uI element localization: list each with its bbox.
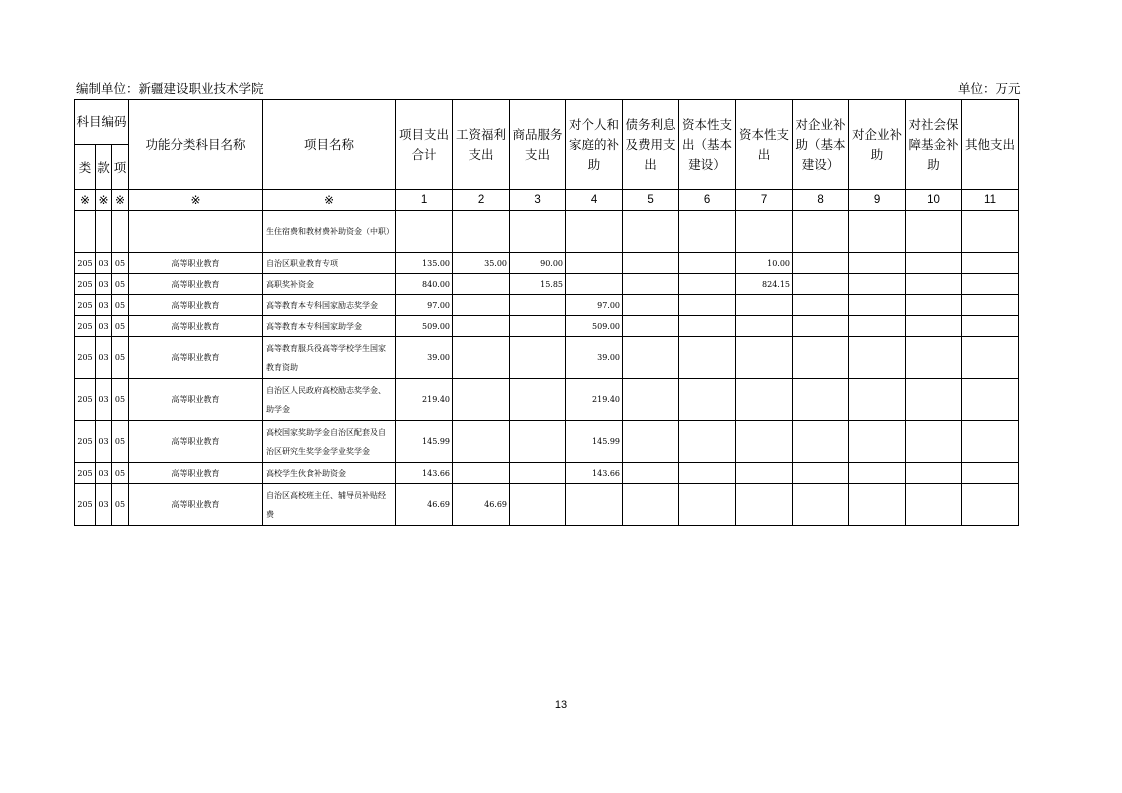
amount-col-header: 对企业补助（基本建设） (793, 100, 849, 190)
code-kuan-cell (96, 211, 112, 253)
code-kuan-cell: 03 (96, 421, 112, 463)
amount-cell: 824.15 (736, 274, 793, 295)
code-xiang-cell: 05 (112, 295, 129, 316)
amount-cell (679, 484, 736, 526)
amount-cell (736, 463, 793, 484)
table-body (75, 190, 1019, 526)
column-number: 7 (736, 190, 793, 211)
code-lei-cell: 205 (75, 253, 96, 274)
table-row (75, 421, 1019, 463)
project-expenditure-table (74, 99, 1019, 526)
amount-cell (566, 274, 623, 295)
page-number: 13 (554, 699, 568, 711)
amount-cell (849, 379, 906, 421)
amount-col-header: 对个人和家庭的补助 (566, 100, 623, 190)
amount-col-header: 商品服务支出 (510, 100, 566, 190)
mark-cell: ※ (263, 190, 396, 211)
amount-cell (906, 253, 962, 274)
column-number: 6 (679, 190, 736, 211)
mark-cell: ※ (112, 190, 129, 211)
project-name-cell: 高职奖补资金 (263, 274, 396, 295)
amount-cell (793, 337, 849, 379)
currency-unit-label: 单位：万元 (958, 81, 1021, 96)
amount-cell (906, 211, 962, 253)
amount-cell (793, 463, 849, 484)
amount-cell (453, 337, 510, 379)
amount-cell (906, 295, 962, 316)
amount-cell (849, 295, 906, 316)
amount-cell: 46.69 (396, 484, 453, 526)
amount-cell (679, 274, 736, 295)
amount-cell (736, 337, 793, 379)
amount-cell (679, 211, 736, 253)
amount-cell: 145.99 (566, 421, 623, 463)
code-xiang-cell: 05 (112, 316, 129, 337)
project-name-cell: 高等教育服兵役高等学校学生国家教育资助 (263, 337, 396, 379)
code-xiang-header: 项 (112, 145, 129, 190)
amount-cell: 97.00 (396, 295, 453, 316)
amount-cell (453, 316, 510, 337)
amount-cell (510, 484, 566, 526)
amount-cell (566, 484, 623, 526)
amount-cell (453, 211, 510, 253)
table-row (75, 379, 1019, 421)
amount-cell: 840.00 (396, 274, 453, 295)
amount-cell (849, 337, 906, 379)
amount-cell (906, 274, 962, 295)
amount-cell (510, 379, 566, 421)
project-name-cell: 自治区人民政府高校励志奖学金、助学金 (263, 379, 396, 421)
amount-cell: 219.40 (396, 379, 453, 421)
code-xiang-cell: 05 (112, 421, 129, 463)
column-number: 3 (510, 190, 566, 211)
amount-cell (623, 295, 679, 316)
table-row (75, 211, 1019, 253)
amount-cell (510, 463, 566, 484)
table-row (75, 274, 1019, 295)
amount-cell: 219.40 (566, 379, 623, 421)
amount-cell: 97.00 (566, 295, 623, 316)
amount-cell (453, 463, 510, 484)
column-number: 8 (793, 190, 849, 211)
code-kuan-cell: 03 (96, 379, 112, 421)
amount-cell (510, 316, 566, 337)
amount-cell: 135.00 (396, 253, 453, 274)
code-kuan-cell: 03 (96, 463, 112, 484)
code-lei-header: 类 (75, 145, 96, 190)
amount-cell (453, 295, 510, 316)
compiling-unit-label: 编制单位：新疆建设职业技术学院 (76, 81, 264, 96)
amount-cell (906, 463, 962, 484)
table-row (75, 337, 1019, 379)
amount-cell (736, 421, 793, 463)
mark-cell: ※ (129, 190, 263, 211)
amount-cell (793, 253, 849, 274)
amount-col-header: 对企业补助 (849, 100, 906, 190)
amount-cell (679, 295, 736, 316)
column-number: 9 (849, 190, 906, 211)
column-index-row (75, 190, 1019, 211)
amount-cell (623, 253, 679, 274)
code-xiang-cell: 05 (112, 274, 129, 295)
code-lei-cell: 205 (75, 421, 96, 463)
amount-cell (906, 316, 962, 337)
amount-cell: 145.99 (396, 421, 453, 463)
amount-cell (623, 316, 679, 337)
amount-cell (962, 211, 1019, 253)
mark-cell: ※ (75, 190, 96, 211)
amount-cell (962, 337, 1019, 379)
code-group-header: 科目编码 (75, 100, 129, 145)
table-row (75, 463, 1019, 484)
amount-cell (679, 316, 736, 337)
func-name-cell: 高等职业教育 (129, 337, 263, 379)
project-name-cell: 高等教育本专科国家励志奖学金 (263, 295, 396, 316)
code-lei-cell (75, 211, 96, 253)
amount-cell (849, 211, 906, 253)
func-name-cell: 高等职业教育 (129, 274, 263, 295)
amount-cell: 15.85 (510, 274, 566, 295)
amount-cell (793, 484, 849, 526)
column-number: 2 (453, 190, 510, 211)
amount-cell (962, 379, 1019, 421)
amount-cell (679, 421, 736, 463)
amount-col-header: 资本性支出 (736, 100, 793, 190)
amount-cell (679, 379, 736, 421)
amount-cell (793, 379, 849, 421)
amount-cell (679, 463, 736, 484)
code-lei-cell: 205 (75, 337, 96, 379)
code-xiang-cell: 05 (112, 484, 129, 526)
amount-cell (623, 463, 679, 484)
amount-cell (566, 253, 623, 274)
amount-cell (849, 253, 906, 274)
amount-cell (623, 211, 679, 253)
amount-cell (736, 379, 793, 421)
code-xiang-cell: 05 (112, 379, 129, 421)
amount-cell (793, 421, 849, 463)
project-name-cell: 高校国家奖助学金自治区配套及自治区研究生奖学金学业奖学金 (263, 421, 396, 463)
amount-cell (849, 274, 906, 295)
project-name-cell: 自治区高校班主任、辅导员补贴经费 (263, 484, 396, 526)
code-lei-cell: 205 (75, 295, 96, 316)
amount-cell: 46.69 (453, 484, 510, 526)
column-number: 11 (962, 190, 1019, 211)
amount-cell: 509.00 (566, 316, 623, 337)
amount-cell (510, 295, 566, 316)
amount-cell (793, 316, 849, 337)
table-row (75, 295, 1019, 316)
amount-col-header: 项目支出合计 (396, 100, 453, 190)
code-kuan-cell: 03 (96, 295, 112, 316)
amount-col-header: 债务利息及费用支出 (623, 100, 679, 190)
amount-cell: 10.00 (736, 253, 793, 274)
amount-cell (679, 337, 736, 379)
amount-cell (906, 421, 962, 463)
amount-cell: 39.00 (396, 337, 453, 379)
amount-cell (623, 337, 679, 379)
amount-cell (962, 274, 1019, 295)
code-xiang-cell: 05 (112, 337, 129, 379)
func-name-cell: 高等职业教育 (129, 316, 263, 337)
table-row (75, 484, 1019, 526)
func-name-cell: 高等职业教育 (129, 484, 263, 526)
amount-cell (623, 421, 679, 463)
func-name-cell: 高等职业教育 (129, 295, 263, 316)
func-name-cell: 高等职业教育 (129, 379, 263, 421)
func-name-cell (129, 211, 263, 253)
code-kuan-cell: 03 (96, 274, 112, 295)
code-xiang-cell: 05 (112, 253, 129, 274)
amount-cell (962, 463, 1019, 484)
amount-cell (849, 484, 906, 526)
amount-cell (679, 253, 736, 274)
amount-cell (793, 295, 849, 316)
amount-cell (510, 211, 566, 253)
amount-cell (906, 337, 962, 379)
amount-cell (906, 484, 962, 526)
project-name-cell: 生住宿费和教材费补助资金（中职） (263, 211, 396, 253)
project-name-cell: 高校学生伙食补助资金 (263, 463, 396, 484)
project-name-cell: 自治区职业教育专项 (263, 253, 396, 274)
amount-cell (962, 295, 1019, 316)
amount-cell (396, 211, 453, 253)
project-name-cell: 高等教育本专科国家助学金 (263, 316, 396, 337)
amount-cell (510, 421, 566, 463)
amount-col-header: 其他支出 (962, 100, 1019, 190)
amount-cell: 509.00 (396, 316, 453, 337)
amount-cell (453, 421, 510, 463)
amount-cell (906, 379, 962, 421)
mark-cell: ※ (96, 190, 112, 211)
amount-cell (793, 211, 849, 253)
column-number: 10 (906, 190, 962, 211)
code-kuan-cell: 03 (96, 253, 112, 274)
amount-cell (623, 274, 679, 295)
code-lei-cell: 205 (75, 274, 96, 295)
func-name-cell: 高等职业教育 (129, 253, 263, 274)
amount-cell (736, 211, 793, 253)
func-name-header: 功能分类科目名称 (129, 100, 263, 190)
code-kuan-cell: 03 (96, 316, 112, 337)
amount-cell (453, 379, 510, 421)
amount-cell (736, 295, 793, 316)
table-row (75, 253, 1019, 274)
amount-cell (736, 484, 793, 526)
column-number: 5 (623, 190, 679, 211)
project-name-header: 项目名称 (263, 100, 396, 190)
amount-cell (962, 421, 1019, 463)
amount-cell: 143.66 (566, 463, 623, 484)
amount-cell: 143.66 (396, 463, 453, 484)
amount-cell (623, 379, 679, 421)
code-kuan-header: 款 (96, 145, 112, 190)
code-lei-cell: 205 (75, 379, 96, 421)
code-kuan-cell: 03 (96, 337, 112, 379)
code-lei-cell: 205 (75, 316, 96, 337)
code-lei-cell: 205 (75, 484, 96, 526)
amount-cell (962, 316, 1019, 337)
amount-cell (566, 211, 623, 253)
amount-cell: 35.00 (453, 253, 510, 274)
amount-cell (849, 463, 906, 484)
amount-cell: 90.00 (510, 253, 566, 274)
code-xiang-cell (112, 211, 129, 253)
amount-cell: 39.00 (566, 337, 623, 379)
func-name-cell: 高等职业教育 (129, 463, 263, 484)
func-name-cell: 高等职业教育 (129, 421, 263, 463)
amount-cell (962, 484, 1019, 526)
amount-cell (623, 484, 679, 526)
table-row (75, 316, 1019, 337)
code-xiang-cell: 05 (112, 463, 129, 484)
amount-col-header: 工资福利支出 (453, 100, 510, 190)
amount-col-header: 资本性支出（基本建设） (679, 100, 736, 190)
amount-cell (453, 274, 510, 295)
amount-cell (793, 274, 849, 295)
amount-cell (510, 337, 566, 379)
amount-col-header: 对社会保障基金补助 (906, 100, 962, 190)
code-lei-cell: 205 (75, 463, 96, 484)
amount-cell (962, 253, 1019, 274)
amount-cell (849, 316, 906, 337)
amount-cell (849, 421, 906, 463)
code-kuan-cell: 03 (96, 484, 112, 526)
column-number: 1 (396, 190, 453, 211)
amount-cell (736, 316, 793, 337)
column-number: 4 (566, 190, 623, 211)
